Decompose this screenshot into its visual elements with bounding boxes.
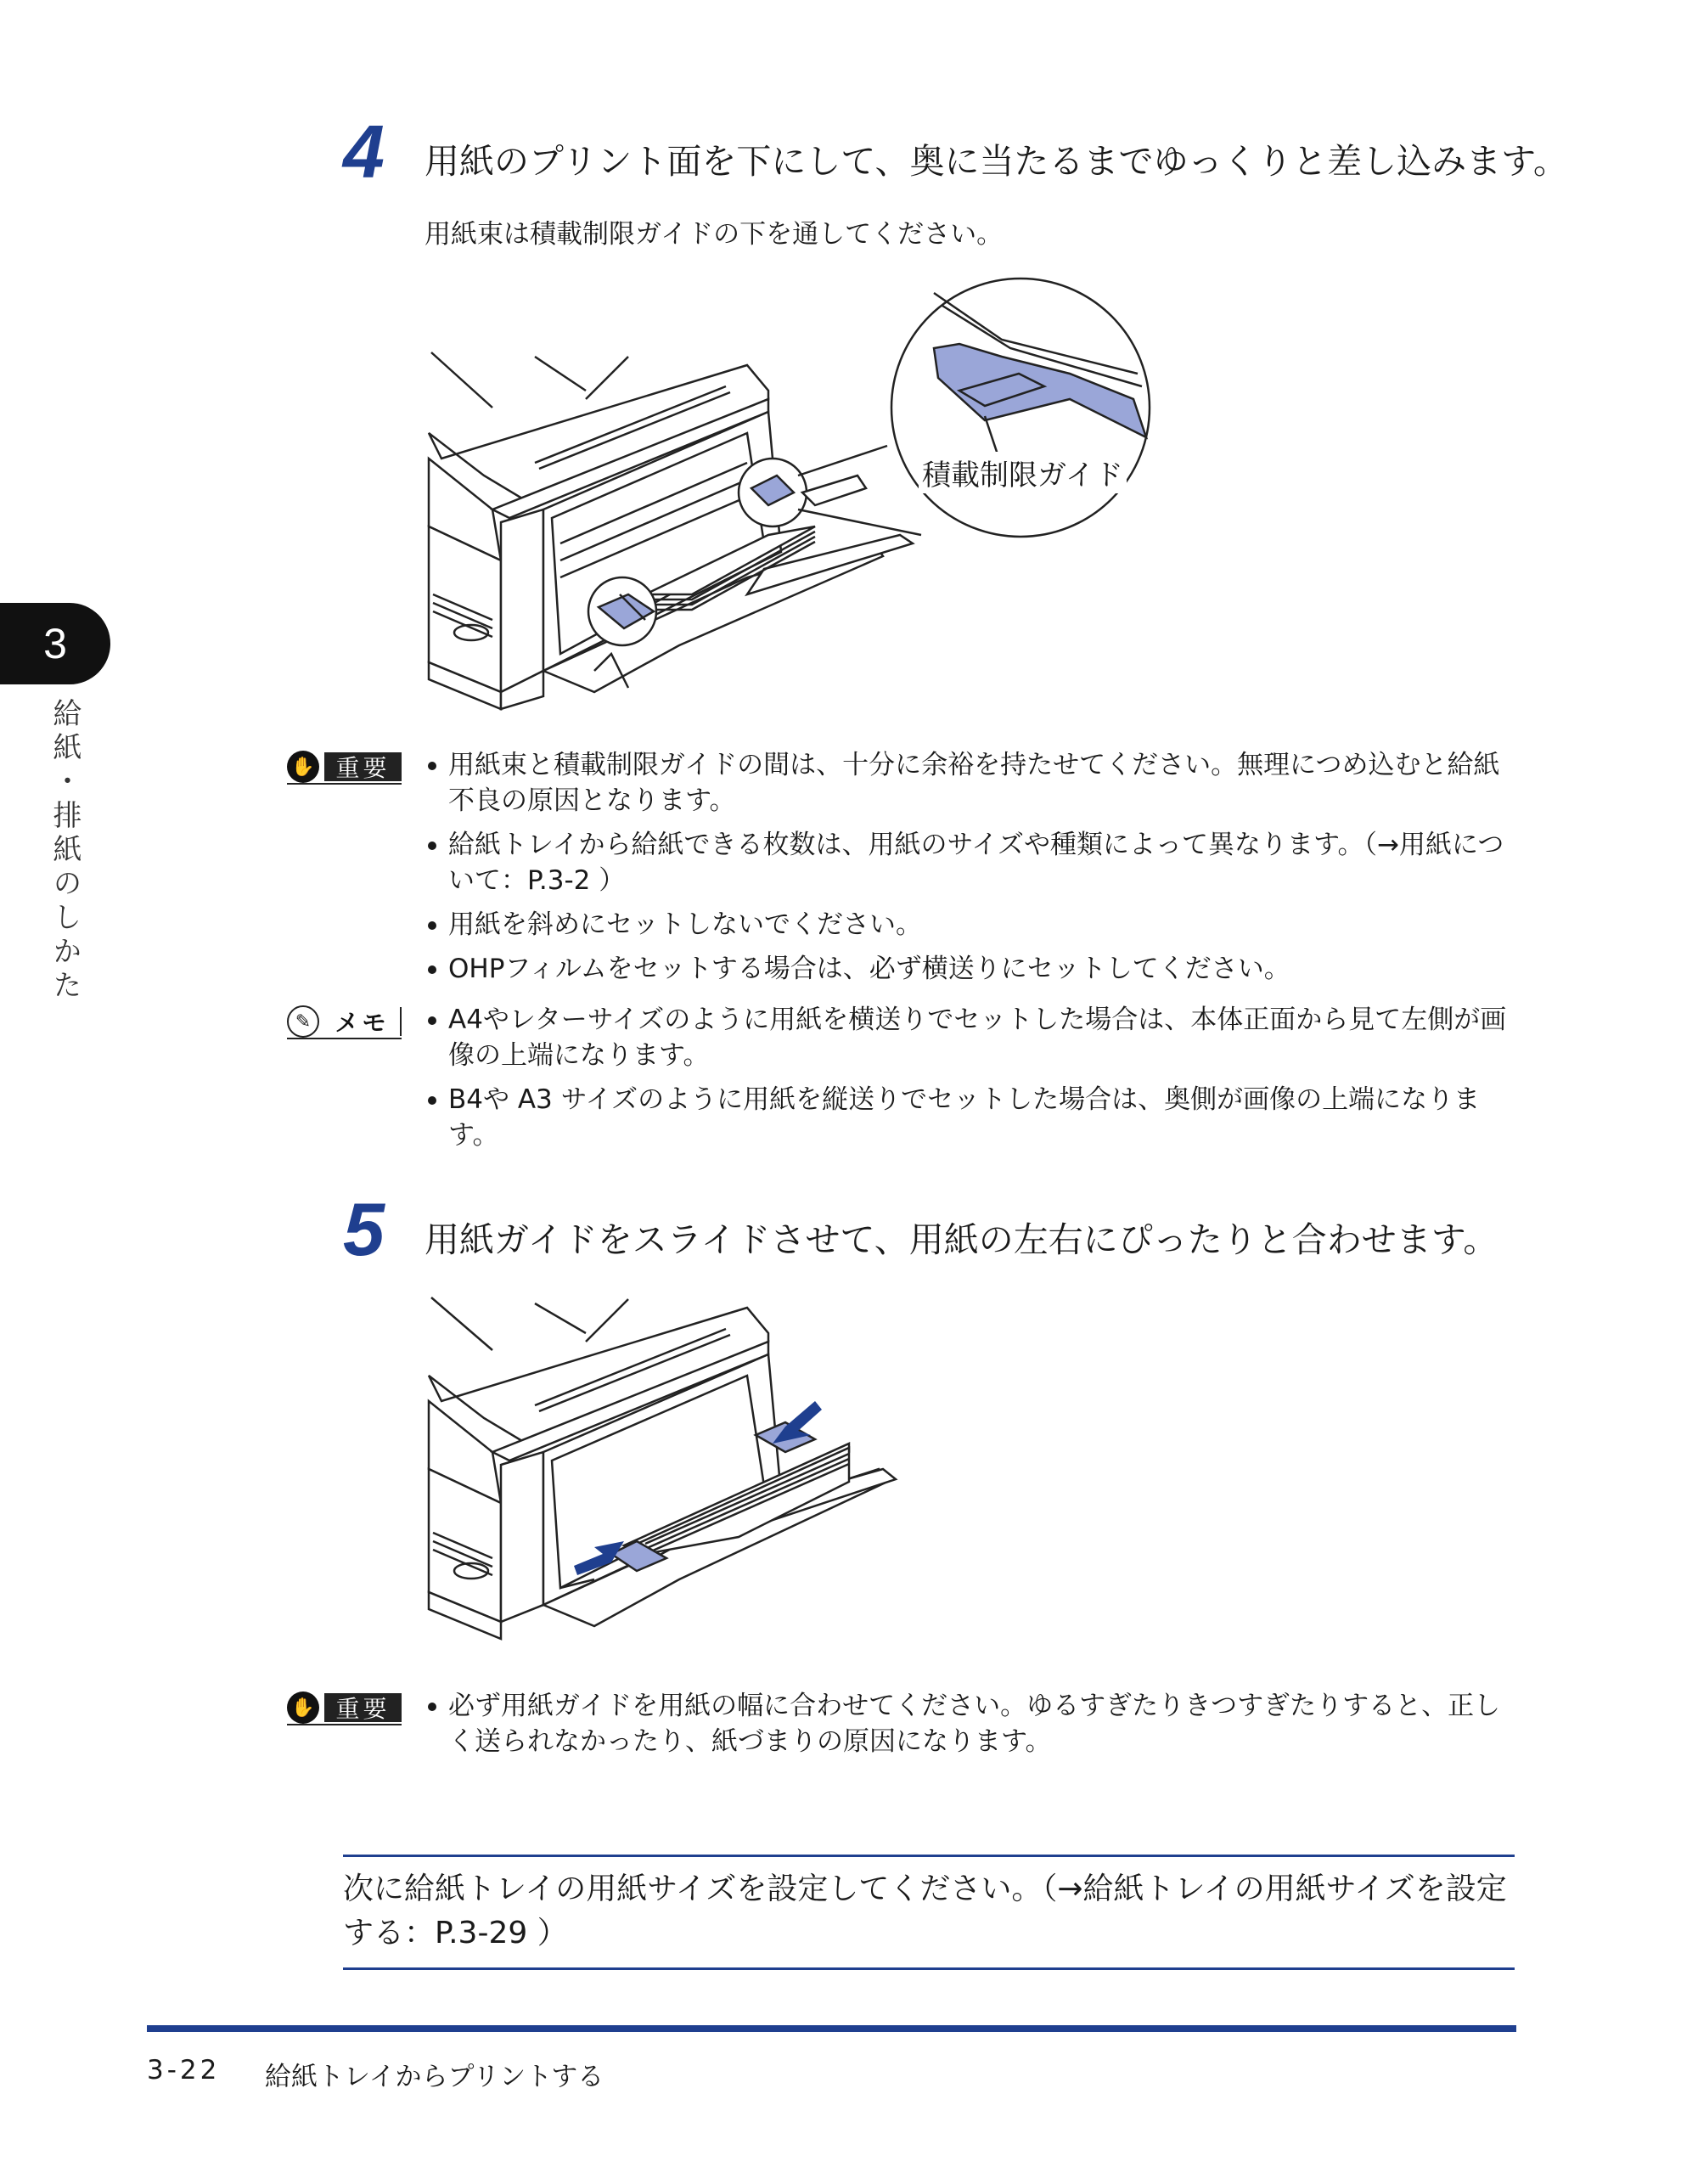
chapter-tab: 3 [0,603,110,684]
list-item: 必ず用紙ガイドを用紙の幅に合わせてください。ゆるすぎたりきつすぎたりすると、正しく送られなかったり、紙づまりの原因になります。 [426,1688,1521,1759]
important-list-2 [426,1688,1521,1768]
step-5-number: 5 [343,1187,385,1271]
step-4-title: 用紙のプリント面を下にして、奥に当たるまでゆっくりと差し込みます。 [424,141,1568,182]
important-tag-label: 重要 [324,1693,402,1722]
list-item: OHPフィルムをセットする場合は、必ず横送りにセットしてください。 [426,951,1521,987]
important-tag-label: 重要 [324,752,402,781]
step-5-title: 用紙ガイドをスライドさせて、用紙の左右にぴったりと合わせます。 [424,1219,1498,1260]
footer-section-title: 給紙トレイからプリントする [265,2062,604,2092]
step-4-number: 4 [343,110,385,194]
hand-stop-icon: ✋ [287,751,319,783]
list-item: 給紙トレイから給紙できる枚数は、用紙のサイズや種類によって異なります。（→用紙について：P.3-2 ） [426,827,1521,898]
hand-stop-icon: ✋ [287,1691,319,1724]
list-item: 用紙を斜めにセットしないでください。 [426,907,1521,943]
memo-tag-label: メモ [324,1007,402,1036]
list-item: 用紙束と積載制限ガイドの間は、十分に余裕を持たせてください。無理につめ込むと給紙不良の原因となります。 [426,747,1521,819]
list-item: A4やレターサイズのように用紙を横送りでセットした場合は、本体正面から見て左側が画像の上端になります。 [426,1002,1521,1073]
next-step-note: 次に給紙トレイの用紙サイズを設定してください。（→給紙トレイの用紙サイズを設定する：P.3-29 ） [343,1855,1515,1970]
list-item: B4や A3 サイズのように用紙を縦送りでセットした場合は、奥側が画像の上端になります。 [426,1082,1521,1153]
chapter-title-vertical: 給紙・排紙のしかた [48,698,82,1004]
important-tag-2 [287,1691,402,1725]
footer-rule [147,2025,1516,2032]
step-4-subtitle: 用紙束は積載制限ガイドの下を通してください。 [424,219,1004,250]
page-number: 3-22 [147,2055,221,2085]
pencil-icon: ✎ [287,1005,319,1038]
callout-label: 積載制限ガイド [919,452,1127,493]
